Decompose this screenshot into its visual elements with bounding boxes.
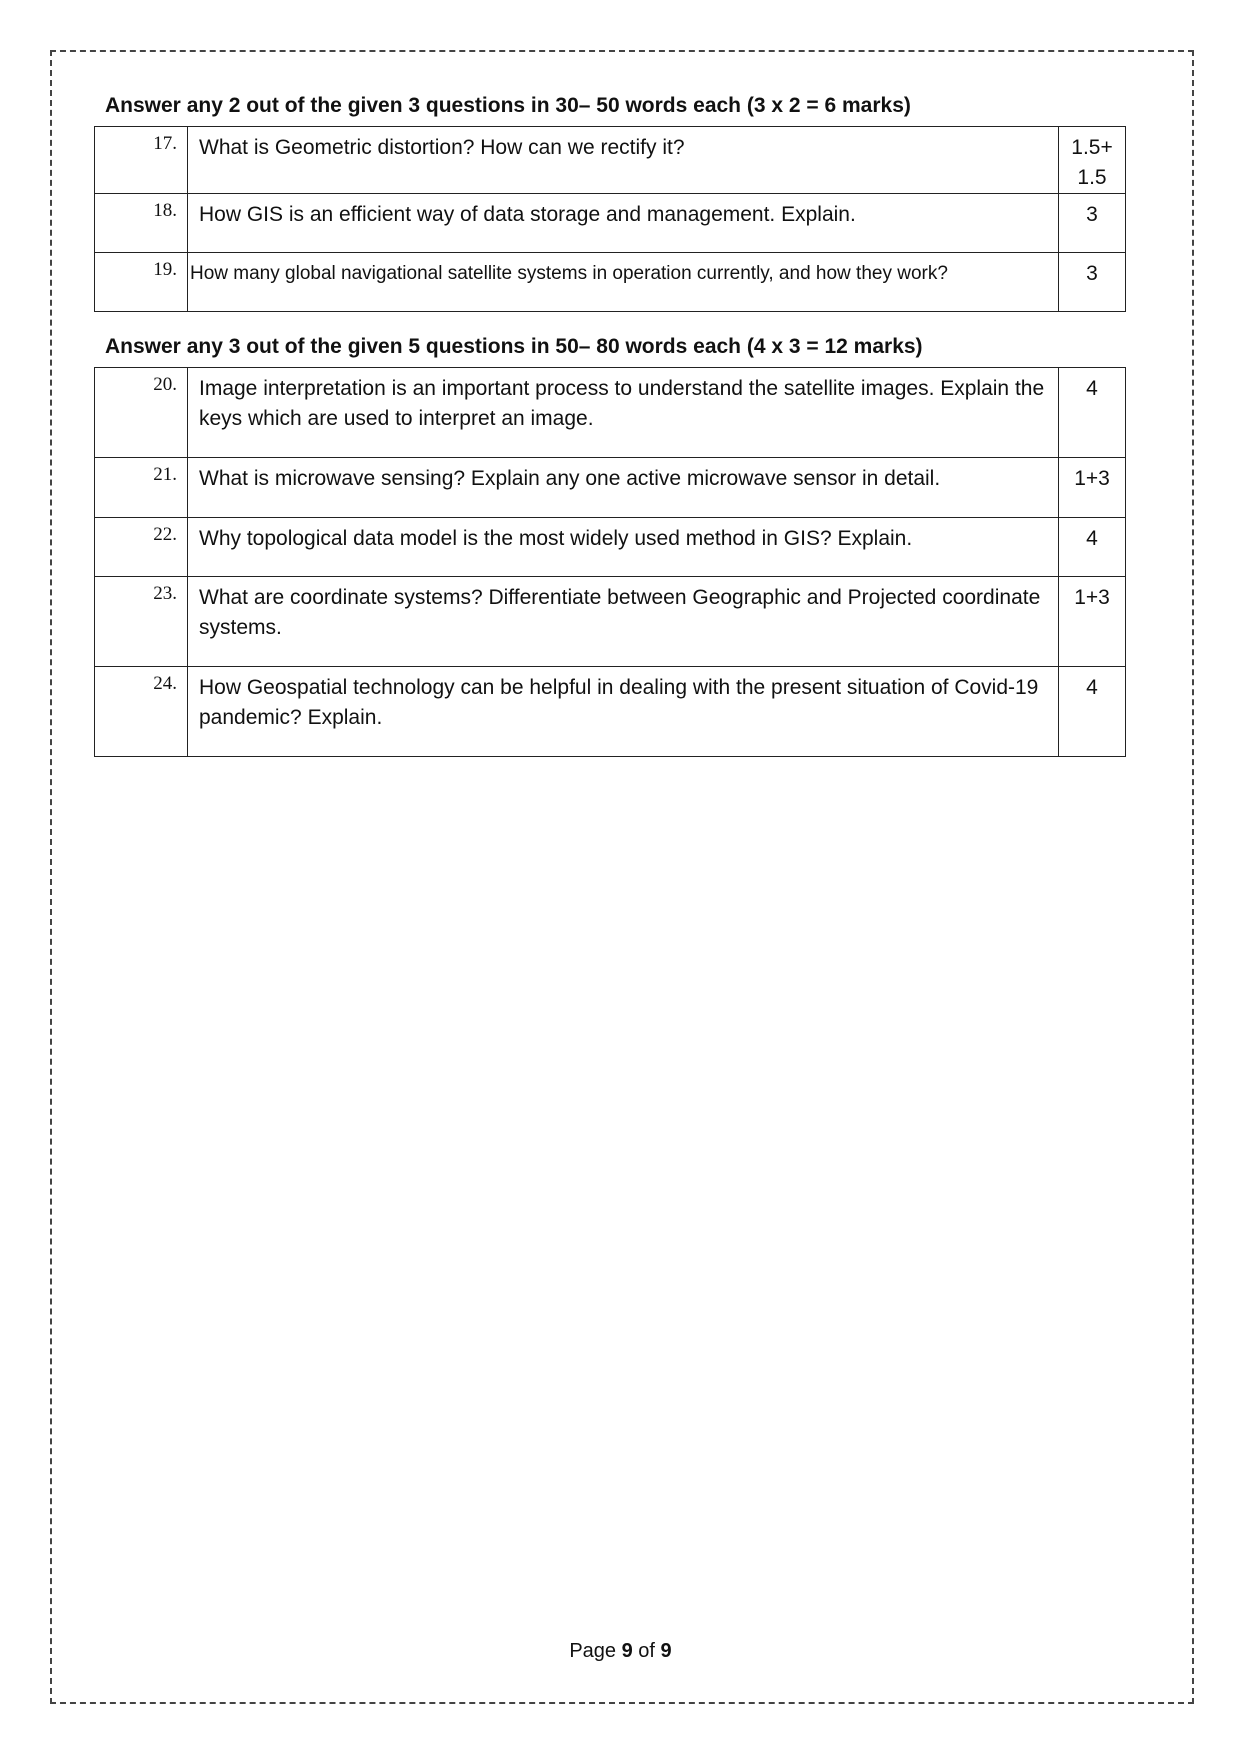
question-number: 20.: [95, 368, 188, 458]
question-text: How many global navigational satellite systems in operation currently, and how they work?: [188, 253, 1059, 312]
question-number: 22.: [95, 518, 188, 577]
table-row: [95, 368, 1126, 458]
section-2-heading: Answer any 3 out of the given 5 questions in 50– 80 words each (4 x 3 = 12 marks): [105, 335, 923, 358]
question-text: What is Geometric distortion? How can we rectify it?: [188, 127, 1059, 194]
table-row: [95, 577, 1126, 667]
page-footer: [0, 1640, 1241, 1663]
question-number: 24.: [95, 667, 188, 757]
table-row: [95, 458, 1126, 518]
section-1-heading: Answer any 2 out of the given 3 questions in 30– 50 words each (3 x 2 = 6 marks): [105, 94, 911, 117]
marks-line-2: 1.5: [1077, 166, 1107, 189]
marks-line-1: 1.5+: [1071, 136, 1113, 159]
table-row: [95, 253, 1126, 312]
question-number: 17.: [95, 127, 188, 194]
question-marks: 3: [1059, 194, 1126, 253]
question-text: How GIS is an efficient way of data storage and management. Explain.: [188, 194, 1059, 253]
question-marks: 4: [1059, 368, 1126, 458]
question-marks: 4: [1059, 667, 1126, 757]
table-row: [95, 518, 1126, 577]
question-number: 19.: [95, 253, 188, 312]
question-text: Why topological data model is the most widely used method in GIS? Explain.: [188, 518, 1059, 577]
section-1-question-table: [94, 126, 1126, 312]
question-marks: [1059, 127, 1126, 194]
question-marks: 1+3: [1059, 458, 1126, 518]
question-text: Image interpretation is an important process to understand the satellite images. Explain the keys which are used to interpret an image.: [188, 368, 1059, 458]
question-text: What are coordinate systems? Differentiate between Geographic and Projected coordinate systems.: [188, 577, 1059, 667]
current-page-number: 9: [621, 1640, 633, 1662]
question-marks: 4: [1059, 518, 1126, 577]
question-marks: 3: [1059, 253, 1126, 312]
total-pages-number: 9: [660, 1640, 672, 1662]
table-row: [95, 194, 1126, 253]
question-number: 23.: [95, 577, 188, 667]
table-row: [95, 127, 1126, 194]
question-number: 21.: [95, 458, 188, 518]
question-text: How Geospatial technology can be helpful in dealing with the present situation of Covid-19 pandemic? Explain.: [188, 667, 1059, 757]
of-word: of: [638, 1640, 655, 1662]
table-row: [95, 667, 1126, 757]
page-word: Page: [569, 1640, 617, 1662]
question-marks: 1+3: [1059, 577, 1126, 667]
question-text: What is microwave sensing? Explain any one active microwave sensor in detail.: [188, 458, 1059, 518]
section-2-question-table: [94, 367, 1126, 757]
question-number: 18.: [95, 194, 188, 253]
